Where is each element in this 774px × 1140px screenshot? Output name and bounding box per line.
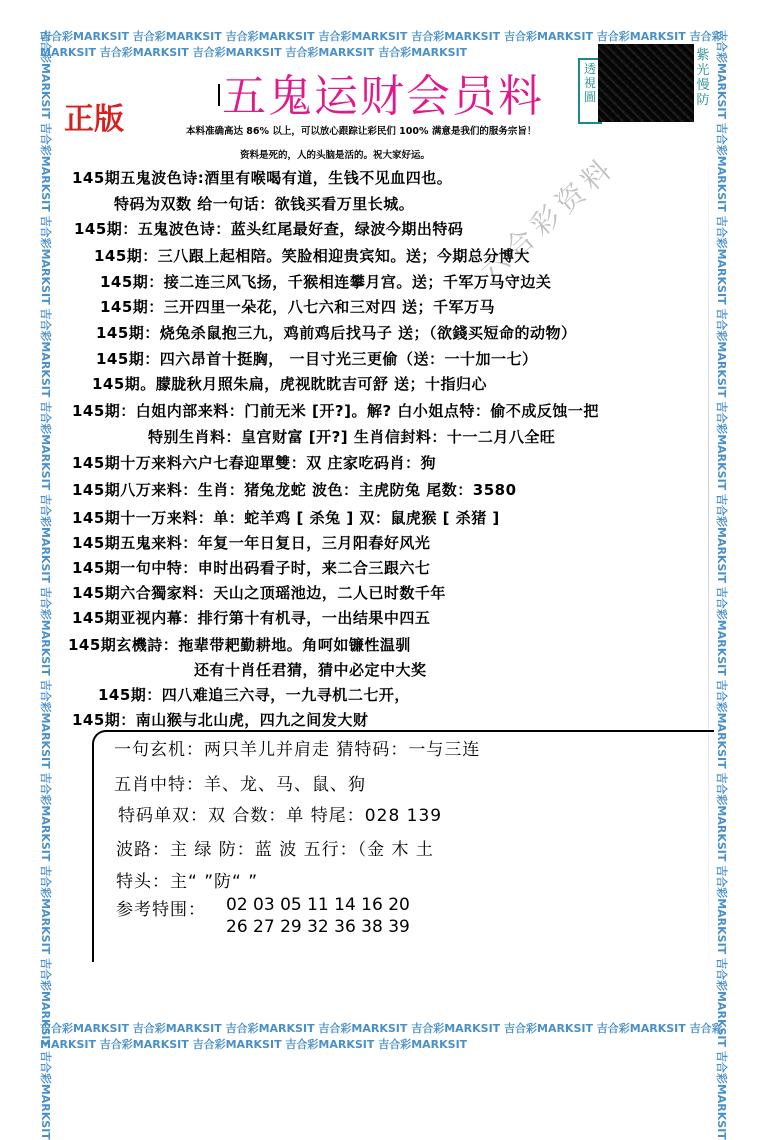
page-title: 五鬼运财会员料 xyxy=(222,71,544,122)
text-line: 145期：白姐内部来料：门前无米 [开?]。解? 白小姐点特：偷不成反蚀一把 xyxy=(72,402,599,420)
left-border-pattern: 吉合彩MARKSIT 吉合彩MARKSIT 吉合彩MARKSIT 吉合彩MARKSIT 吉合彩MARKSIT 吉合彩MARKSIT 吉合彩MARKSIT 吉合彩MARKSIT 吉合彩MARKSIT 吉合彩MARKSIT 吉合彩MARKSIT 吉合彩MARKSIT xyxy=(39,30,52,1140)
text-line: 145期玄機詩：拖辈带耙勤耕地。角呵如镰性温驯 xyxy=(68,636,411,654)
text-line: 145期：五鬼波色诗：蓝头红尾最好查，绿波今期出特码 xyxy=(74,220,464,238)
text-line: 145期亚视内幕：排行第十有机寻，一出结果中四五 xyxy=(72,609,431,627)
reference-numbers-row2: 26 27 29 32 36 38 39 xyxy=(226,917,410,937)
text-line: 145期：四八难追三六寻，一九寻机二七开， xyxy=(98,686,410,704)
text-line: 145期五鬼波色诗:酒里有喉喝有道，生钱不见血四也。 xyxy=(72,169,453,187)
subtitle-luck: 资料是死的，人的头脑是活的。祝大家好运。 xyxy=(240,150,431,161)
text-line: 145期。朦胧秋月照朱扁，虎视眈眈吉可舒 送；十指归心 xyxy=(92,375,488,393)
text-line: 145期：三八跟上起相陪。笑脸相迎贵宾知。送；今期总分博大 xyxy=(94,247,530,265)
head-line: 特头：主“ ”防“ ” xyxy=(116,872,259,892)
riddle-line: 一句玄机：两只羊儿并肩走 猜特码：一与三连 xyxy=(114,740,481,760)
text-line: 特别生肖料：皇宫财富 [开?] 生肖信封料：十一二月八全旺 xyxy=(148,428,556,446)
text-line: 145期十万来料六户七春迎單雙：双 庄家吃码肖：狗 xyxy=(72,454,437,472)
reference-label: 参考特围： xyxy=(116,900,206,920)
text-line: 145期五鬼来料：年复一年日复日，三月阳春好风光 xyxy=(72,534,431,552)
text-line: 145期：南山猴与北山虎，四九之间发大财 xyxy=(72,711,369,729)
subtitle-accuracy: 本料准确高达 86% 以上，可以放心跟踪让彩民们 100% 满意是我们的服务宗旨！ xyxy=(186,126,537,137)
text-line: 145期八万来料：生肖：猪兔龙蛇 波色：主虎防兔 尾数：3580 xyxy=(72,481,517,499)
odd-even-line: 特码单双：双 合数：单 特尾：028 139 xyxy=(118,806,443,826)
top-border-pattern: 吉合彩MARKSIT 吉合彩MARKSIT 吉合彩MARKSIT 吉合彩MARKSIT 吉合彩MARKSIT 吉合彩MARKSIT 吉合彩MARKSIT 吉合彩MARKSIT 吉合彩MARKSIT 吉合彩MARKSIT 吉合彩MARKSIT 吉合彩MARKSIT xyxy=(40,30,723,59)
wave-line: 波路：主 绿 防：蓝 波 五行：（金 木 土 xyxy=(116,840,434,860)
diagonal-watermark: 六合彩资料 xyxy=(473,149,622,289)
text-line: 145期六合獨家料：天山之顶瑶池边，二人已时数千年 xyxy=(72,584,446,602)
stamp-text: 透視圖 xyxy=(583,62,596,104)
text-line: 145期：四六昂首十挺胸， 一目寸光三更偷（送：一十加一七） xyxy=(96,350,538,368)
genuine-badge: 正版 xyxy=(64,102,124,137)
five-zodiac-line: 五肖中特：羊、龙、马、鼠、狗 xyxy=(114,775,366,795)
title-divider xyxy=(218,84,220,106)
reference-numbers-row1: 02 03 05 11 14 16 20 xyxy=(226,895,410,915)
text-line: 145期十一万来料：单：蛇羊鸡 [ 杀兔 ] 双：鼠虎猴 [ 杀猪 ] xyxy=(72,509,500,527)
side-label: 紫光慢防 xyxy=(696,48,710,108)
text-line: 145期：烧兔杀鼠抱三九，鸡前鸡后找马子 送；（欲錢买短命的动物） xyxy=(96,324,577,342)
text-line: 145期：接二连三风飞扬，千猴相连攀月宫。送；千军万马守边关 xyxy=(100,273,552,291)
text-line: 特码为双数 给一句话：欲钱买看万里长城。 xyxy=(114,195,415,213)
right-border-pattern: 吉合彩MARKSIT 吉合彩MARKSIT 吉合彩MARKSIT 吉合彩MARKSIT 吉合彩MARKSIT 吉合彩MARKSIT 吉合彩MARKSIT 吉合彩MARKSIT 吉合彩MARKSIT 吉合彩MARKSIT 吉合彩MARKSIT 吉合彩MARKSIT xyxy=(715,30,728,1140)
text-line: 145期：三开四里一朵花，八七六和三对四 送；千军万马 xyxy=(100,298,496,316)
text-line: 145期一句中特：申时出码看子时，来二合三跟六七 xyxy=(72,559,431,577)
text-line: 还有十肖任君猜，猜中必定中大奖 xyxy=(194,661,427,679)
qr-code xyxy=(598,44,694,122)
bottom-border-pattern: 吉合彩MARKSIT 吉合彩MARKSIT 吉合彩MARKSIT 吉合彩MARKSIT 吉合彩MARKSIT 吉合彩MARKSIT 吉合彩MARKSIT 吉合彩MARKSIT 吉合彩MARKSIT 吉合彩MARKSIT 吉合彩MARKSIT 吉合彩MARKSIT xyxy=(40,1022,723,1051)
